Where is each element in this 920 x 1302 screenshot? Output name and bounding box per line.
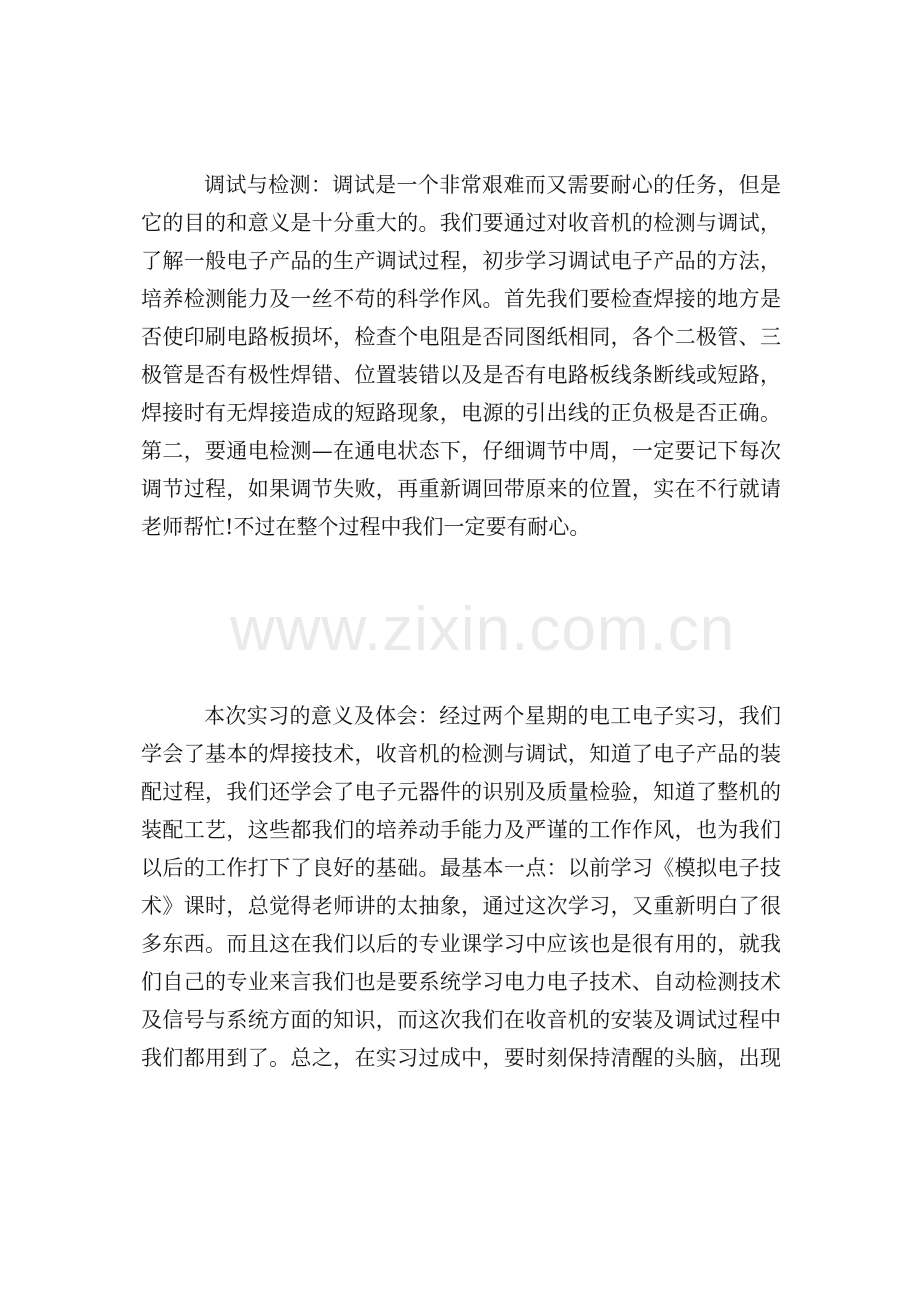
text-line: 调节过程，如果调节失败，再重新调回带原来的位置，实在不行就请 bbox=[141, 477, 781, 501]
text-line: 了解一般电子产品的生产调试过程，初步学习调试电子产品的方法， bbox=[141, 249, 781, 273]
paragraph-significance bbox=[141, 697, 781, 1077]
paragraph-debugging bbox=[141, 166, 781, 546]
text-line: 以后的工作打下了良好的基础。最基本一点：以前学习《模拟电子技 bbox=[141, 856, 781, 880]
text-line: 本次实习的意义及体会：经过两个星期的电工电子实习，我们 bbox=[204, 704, 781, 728]
text-line: 老师帮忙!不过在整个过程中我们一定要有耐心。 bbox=[141, 515, 591, 539]
text-line: 装配工艺，这些都我们的培养动手能力及严谨的工作作风，也为我们 bbox=[141, 818, 781, 842]
text-line: 培养检测能力及一丝不苟的科学作风。首先我们要检查焊接的地方是 bbox=[141, 287, 781, 311]
text-line: 术》课时，总觉得老师讲的太抽象，通过这次学习，又重新明白了很 bbox=[141, 894, 781, 918]
text-line: 焊接时有无焊接造成的短路现象，电源的引出线的正负极是否正确。 bbox=[141, 401, 781, 425]
text-line: 配过程，我们还学会了电子元器件的识别及质量检验，知道了整机的 bbox=[141, 780, 781, 804]
text-line: 及信号与系统方面的知识，而这次我们在收音机的安装及调试过程中 bbox=[141, 1008, 781, 1032]
text-line: 极管是否有极性焊错、位置装错以及是否有电路板线条断线或短路， bbox=[141, 363, 781, 387]
text-line: 它的目的和意义是十分重大的。我们要通过对收音机的检测与调试， bbox=[141, 211, 781, 235]
text-line: 否使印刷电路板损坏，检查个电阻是否同图纸相同，各个二极管、三 bbox=[141, 325, 781, 349]
text-line: 学会了基本的焊接技术，收音机的检测与调试，知道了电子产品的装 bbox=[141, 742, 781, 766]
watermark: www.zixin.com.cn bbox=[230, 595, 736, 664]
text-line: 调试与检测：调试是一个非常艰难而又需要耐心的任务，但是 bbox=[204, 173, 781, 197]
text-line: 们自己的专业来言我们也是要系统学习电力电子技术、自动检测技术 bbox=[141, 970, 781, 994]
text-line: 第二，要通电检测—在通电状态下，仔细调节中周，一定要记下每次 bbox=[141, 439, 781, 463]
text-line: 我们都用到了。总之，在实习过成中，要时刻保持清醒的头脑，出现 bbox=[141, 1046, 781, 1070]
text-line: 多东西。而且这在我们以后的专业课学习中应该也是很有用的，就我 bbox=[141, 932, 781, 956]
